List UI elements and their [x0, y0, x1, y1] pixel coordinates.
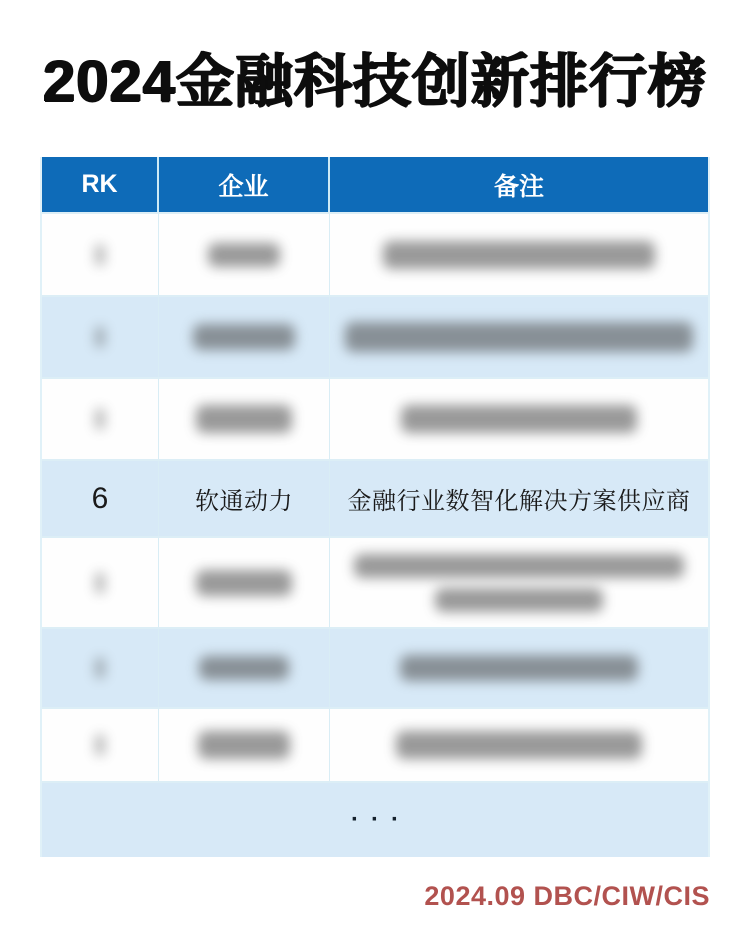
note-cell: [330, 214, 708, 295]
note-cell: [330, 297, 708, 377]
blurred-text-blob: [95, 326, 105, 348]
company-cell: [159, 538, 330, 627]
footer-credit: 2024.09 DBC/CIW/CIS: [424, 881, 710, 911]
company-name: 软通动力: [195, 488, 293, 515]
rank-cell: [42, 297, 159, 377]
blurred-text-blob: [196, 405, 292, 433]
table-row: [42, 295, 708, 377]
blurred-text-blob: [435, 588, 603, 612]
blurred-text-blob: [383, 241, 655, 269]
blurred-text-blob: [400, 655, 638, 681]
note-cell: [330, 461, 708, 536]
blurred-text-blob: [193, 324, 295, 350]
blurred-text-blob: [396, 731, 642, 759]
note-cell: [330, 629, 708, 707]
rank-cell: [42, 461, 159, 536]
rank-cell: [42, 629, 159, 707]
blurred-text-blob: [95, 408, 105, 430]
table-row: [42, 377, 708, 459]
table-row: [42, 536, 708, 627]
company-cell: [159, 297, 330, 377]
rank-value: 6: [91, 481, 109, 515]
ellipsis-text: ···: [351, 806, 411, 833]
table-row: [42, 707, 708, 781]
table-row: [42, 627, 708, 707]
ranking-table: [40, 157, 710, 857]
table-body: [42, 212, 708, 781]
blurred-text-blob: [95, 657, 105, 679]
company-cell: [159, 379, 330, 459]
company-cell: [159, 629, 330, 707]
note-cell: [330, 538, 708, 627]
header-note: 备注: [493, 172, 544, 201]
blurred-text-blob: [345, 322, 693, 352]
blurred-text-blob: [198, 731, 290, 759]
page-title: 2024金融科技创新排行榜: [42, 49, 708, 114]
rank-cell: [42, 214, 159, 295]
rank-cell: [42, 538, 159, 627]
header-rk: RK: [42, 157, 159, 212]
blurred-text-blob: [196, 570, 292, 596]
blurred-text-blob: [199, 656, 289, 680]
note-text: 金融行业数智化解决方案供应商: [347, 488, 691, 515]
header-company: 企业: [159, 157, 330, 212]
note-cell: [330, 709, 708, 781]
table-row: [42, 459, 708, 536]
blurred-text-blob: [354, 554, 684, 578]
blurred-text-blob: [208, 243, 280, 267]
table-header: [42, 157, 708, 212]
rank-cell: [42, 379, 159, 459]
blurred-text-blob: [95, 734, 105, 756]
blurred-text-blob: [95, 572, 105, 594]
company-cell: [159, 214, 330, 295]
note-cell: [330, 379, 708, 459]
table-row: [42, 212, 708, 295]
blurred-text-blob: [401, 405, 637, 433]
ellipsis-row: [42, 781, 708, 857]
company-cell: [159, 709, 330, 781]
blurred-text-blob: [95, 244, 105, 266]
company-cell: [159, 461, 330, 536]
rank-cell: [42, 709, 159, 781]
